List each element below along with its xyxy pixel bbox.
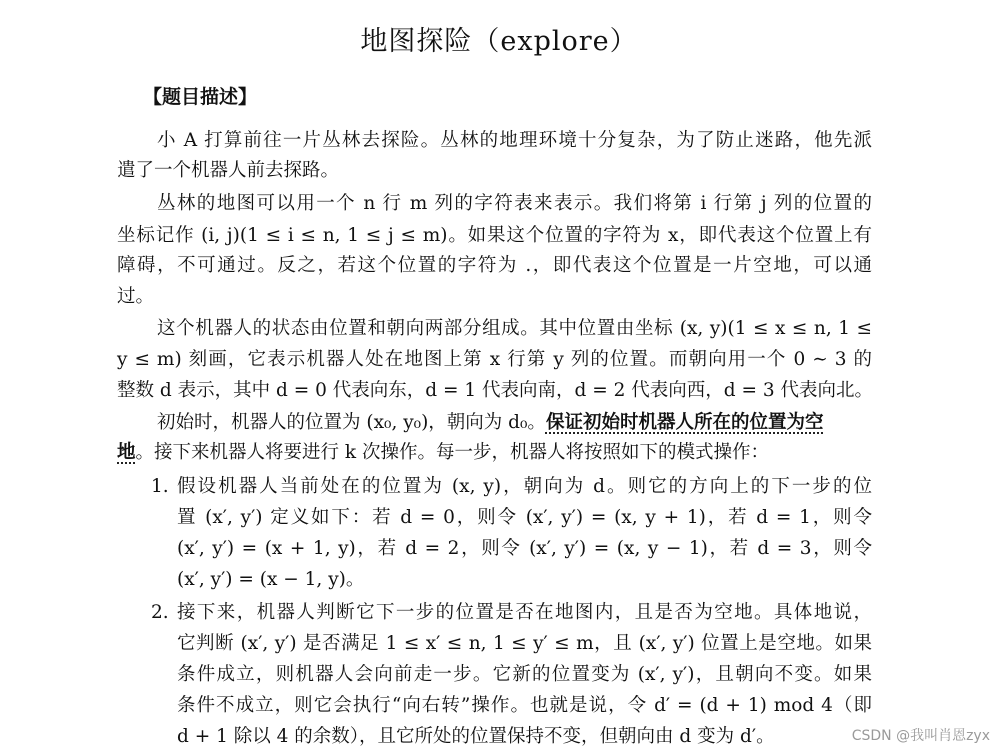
text-span: 。接下来机器人将要进行 k 次操作。每一步，机器人将按照如下的模式操作： (135, 442, 769, 463)
emphasis-text: 地 (117, 442, 136, 463)
section-header: 【题目描述】 (143, 86, 258, 108)
watermark: CSDN @我叫肖恩zyx (851, 728, 990, 744)
list-number: 1. (151, 476, 169, 497)
text-span: 初始时，机器人的位置为 (x₀, y₀)，朝向为 d₀。 (157, 412, 546, 433)
text-line: 丛林的地图可以用一个 n 行 m 列的字符表来表示。我们将第 i 行第 j 列的位置的 (157, 193, 872, 214)
text-line: 这个机器人的状态由位置和朝向两部分组成。其中位置由坐标 (x, y)(1 ≤ x ≤ n, 1 ≤ (157, 318, 872, 339)
list-item-line: 假设机器人当前处在的位置为 (x, y)，朝向为 d。则它的方向上的下一步的位 (177, 476, 872, 497)
text-line: 过。 (117, 286, 155, 307)
text-line: 障碍，不可通过。反之，若这个位置的字符为 .，即代表这个位置是一片空地，可以通 (117, 255, 872, 276)
text-line: 遣了一个机器人前去探路。 (117, 160, 340, 181)
list-item-line: 接下来，机器人判断它下一步的位置是否在地图内，且是否为空地。具体地说， (177, 602, 872, 623)
text-line: y ≤ m) 刻画，它表示机器人处在地图上第 x 行第 y 列的位置。而朝向用一个 0 ∼ 3 的 (117, 349, 872, 370)
text-line: 小 A 打算前往一片丛林去探险。丛林的地理环境十分复杂，为了防止迷路，他先派 (157, 130, 872, 151)
text-line: 坐标记作 (i, j)(1 ≤ i ≤ n, 1 ≤ j ≤ m)。如果这个位置的字符为 x，即代表这个位置上有 (117, 225, 872, 246)
list-item-line: 条件不成立，则它会执行“向右转”操作。也就是说，令 d′ = (d + 1) mod 4（即 (177, 695, 872, 716)
list-item-line: 条件成立，则机器人会向前走一步。它新的位置变为 (x′, y′)，且朝向不变。如果 (177, 664, 872, 685)
list-item-line: 它判断 (x′, y′) 是否满足 1 ≤ x′ ≤ n, 1 ≤ y′ ≤ m，且 (x′, y′) 位置上是空地。如果 (177, 633, 872, 654)
list-item-line: (x′, y′) = (x + 1, y)，若 d = 2，则令 (x′, y′) = (x, y − 1)，若 d = 3，则令 (177, 538, 872, 559)
page-title: 地图探险（explore） (360, 26, 638, 57)
emphasis-text: 保证初始时机器人所在的位置为空 (545, 412, 824, 433)
list-number: 2. (151, 602, 169, 623)
text-line (117, 438, 872, 468)
list-item-line: d + 1 除以 4 的余数），且它所处的位置保持不变，但朝向由 d 变为 d′。 (177, 726, 775, 747)
text-line (157, 408, 872, 438)
text-line: 整数 d 表示，其中 d = 0 代表向东，d = 1 代表向南，d = 2 代表向西，d = 3 代表向北。 (117, 380, 874, 401)
list-item-line: (x′, y′) = (x − 1, y)。 (177, 569, 365, 590)
list-item-line: 置 (x′, y′) 定义如下：若 d = 0，则令 (x′, y′) = (x, y + 1)，若 d = 1，则令 (177, 507, 872, 528)
